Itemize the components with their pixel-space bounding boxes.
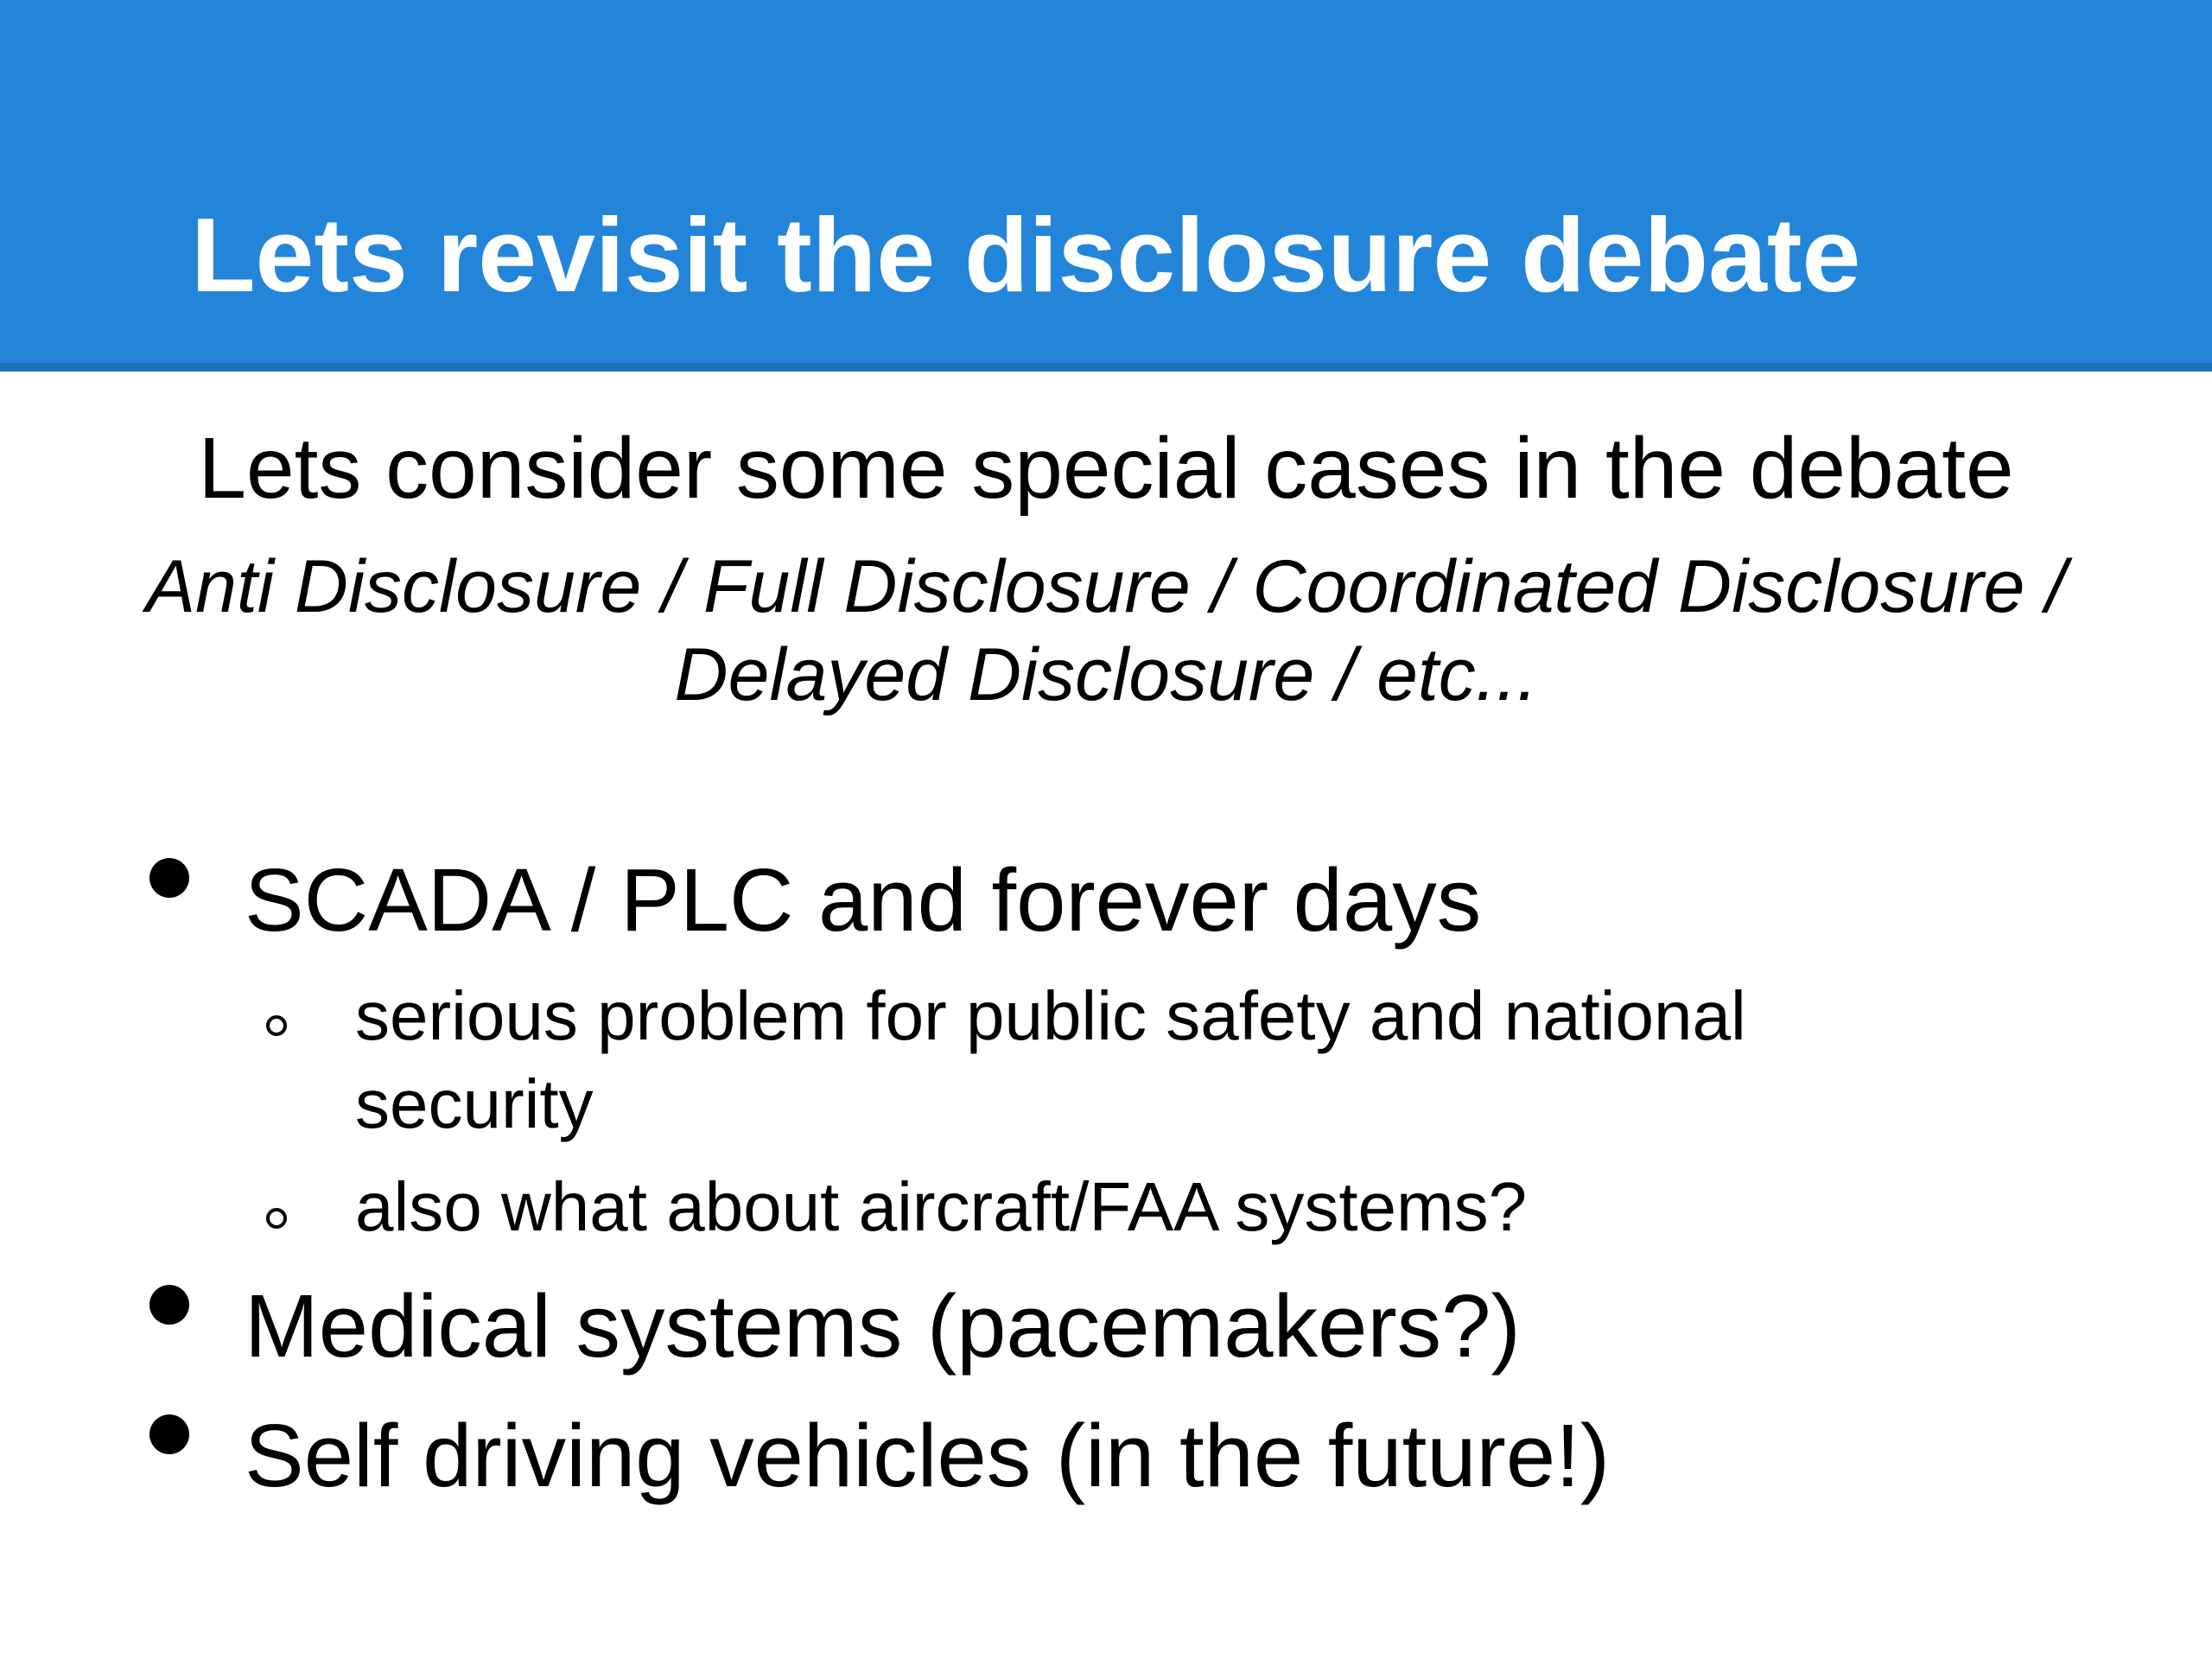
sub-bullet-icon — [266, 1015, 287, 1036]
sub-bullet-public-safety: serious problem for public safety and national security — [355, 977, 1746, 1142]
bullet-item-scada: SCADA / PLC and forever days — [245, 850, 1482, 950]
slide-title: Lets revisit the disclosure debate — [191, 196, 1861, 314]
bullet-item-vehicles: Self driving vehicles (in the future!) — [245, 1406, 1611, 1505]
bullet-item-medical: Medical systems (pacemakers?) — [245, 1276, 1521, 1376]
disclosure-types-subtitle: Anti Disclosure / Full Disclosure / Coordinated Disclosure / Delayed Disclosure / etc... — [145, 545, 2067, 716]
sub-bullet-icon — [266, 1208, 287, 1229]
sub-bullet-aircraft: also what about aircraft/FAA systems? — [355, 1168, 1528, 1245]
bullet-icon — [149, 1285, 189, 1325]
bullet-icon — [149, 1414, 189, 1454]
bullet-icon — [149, 858, 189, 898]
slide-subtitle: Lets consider some special cases in the debate — [198, 420, 2014, 517]
